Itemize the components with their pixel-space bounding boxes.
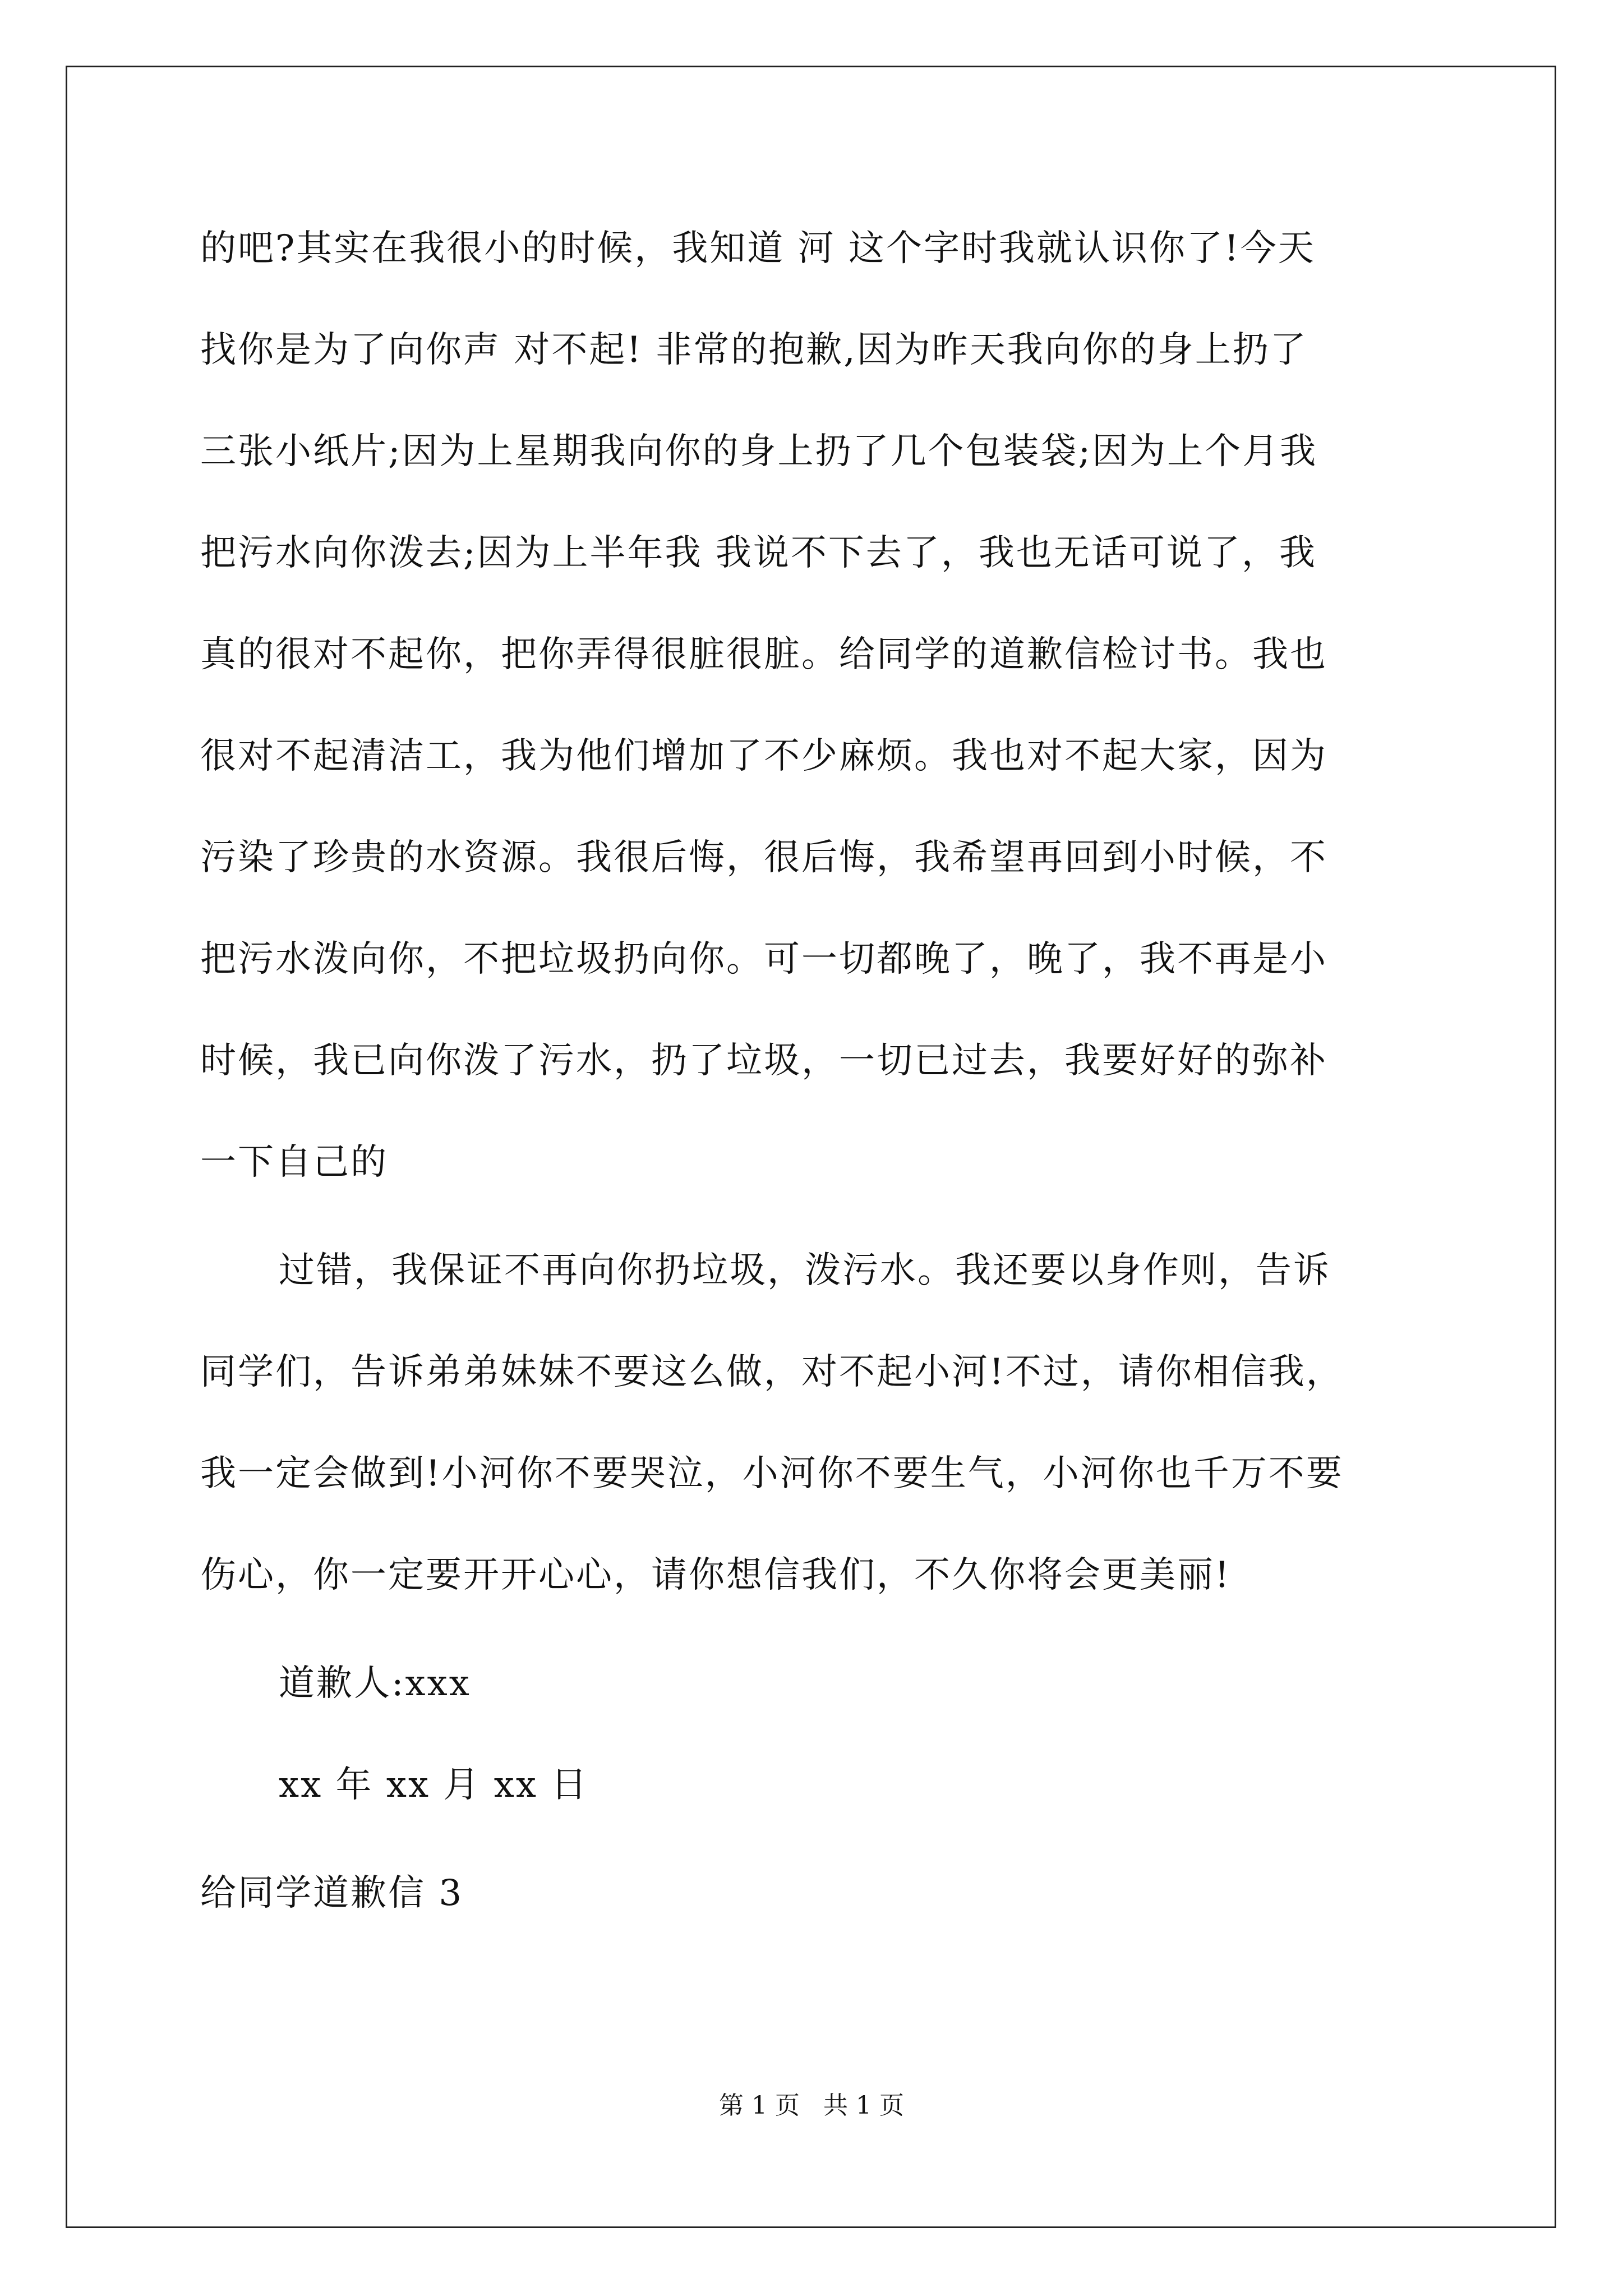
letter-body: [200, 0, 1428, 1914]
paragraph1-line-2: 找你是为了向你声 对不起! 非常的抱歉,因为昨天我向你的身上扔了: [200, 329, 1308, 371]
paragraph2-line-2: 同学们，告诉弟弟妹妹不要这么做，对不起小河!不过，请你相信我，: [200, 1351, 1344, 1393]
paragraph1-line-6: 很对不起清洁工，我为他们增加了不少麻烦。我也对不起大家，因为: [200, 735, 1327, 777]
paragraph1-line-4: 把污水向你泼去;因为上半年我 我说不下去了，我也无话可说了，我: [200, 532, 1317, 574]
paragraph1-line-8: 把污水泼向你，不把垃圾扔向你。可一切都晚了，晚了，我不再是小: [200, 938, 1327, 980]
paragraph2-line-3: 我一定会做到!小河你不要哭泣，小河你不要生气，小河你也千万不要: [200, 1453, 1344, 1494]
paragraph1-line-1: 的吧?其实在我很小的时候，我知道 河 这个字时我就认识你了!今天: [200, 228, 1316, 269]
signature-line: 道歉人:xxx: [279, 1663, 471, 1704]
section-heading: 给同学道歉信 3: [200, 1872, 464, 1914]
paragraph2-line-4: 伤心，你一定要开开心心，请你想信我们，不久你将会更美丽!: [200, 1554, 1231, 1596]
paragraph1-line-3: 三张小纸片;因为上星期我向你的身上扔了几个包装袋;因为上个月我: [200, 431, 1318, 472]
paragraph1-line-10: 一下自己的: [200, 1142, 388, 1183]
date-line: xx 年 xx 月 xx 日: [279, 1764, 589, 1806]
page-number-footer: 第 1 页 共 1 页: [719, 2091, 904, 2120]
paragraph1-line-5: 真的很对不起你，把你弄得很脏很脏。给同学的道歉信检讨书。我也: [200, 634, 1327, 675]
paragraph1-line-7: 污染了珍贵的水资源。我很后悔，很后悔，我希望再回到小时候，不: [200, 837, 1327, 878]
paragraph1-line-9: 时候，我已向你泼了污水，扔了垃圾，一切已过去，我要好好的弥补: [200, 1040, 1327, 1082]
paragraph2-line-1: 过错，我保证不再向你扔垃圾，泼污水。我还要以身作则，告诉: [279, 1250, 1331, 1291]
